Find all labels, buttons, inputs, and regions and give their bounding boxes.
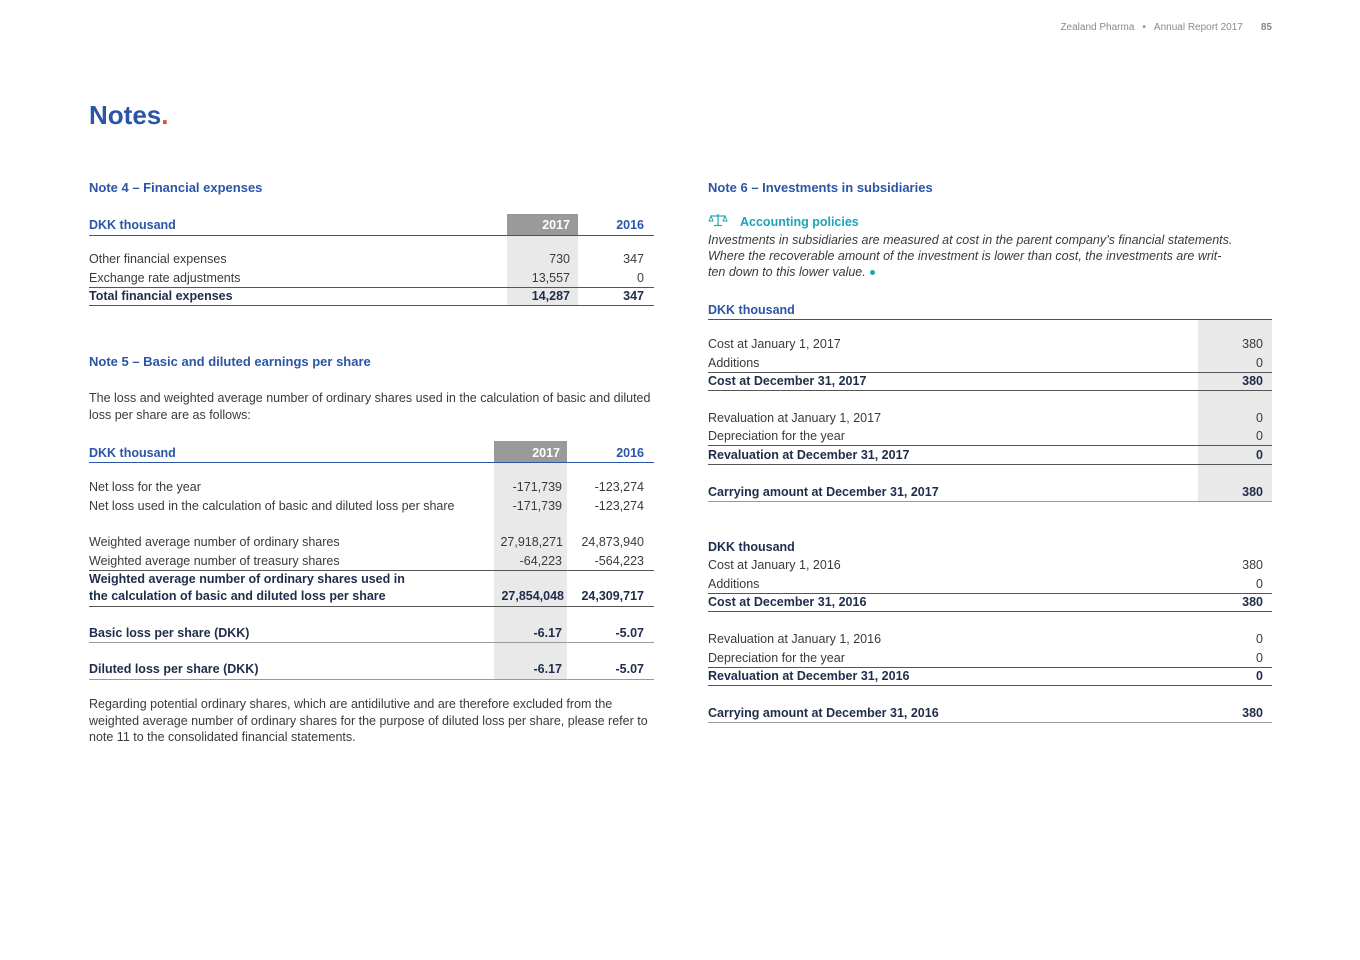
note5-header-rule [89, 462, 654, 463]
row-label: Additions [708, 356, 760, 370]
row-label: Revaluation at January 1, 2016 [708, 632, 882, 646]
row-value-2016: -564,223 [594, 554, 644, 568]
row-value: 0 [1256, 429, 1263, 443]
policy-line: Where the recoverable amount of the investment is lower than cost, the investments are writ- [708, 249, 1222, 263]
table-row [89, 287, 654, 305]
row-label: Revaluation at December 31, 2017 [708, 448, 910, 462]
table-row [708, 630, 1272, 648]
row-label: Weighted average number of ordinary shares [89, 535, 340, 549]
page-number: 85 [1260, 22, 1272, 33]
row-value: 0 [1256, 448, 1263, 462]
row-value-2016: -123,274 [594, 480, 644, 494]
table-row [89, 250, 654, 268]
row-label: Carrying amount at December 31, 2017 [708, 485, 939, 499]
row-label: Depreciation for the year [708, 429, 845, 443]
row-value-2016: -5.07 [615, 626, 644, 640]
rule [708, 464, 1272, 465]
row-value-2017: -6.17 [533, 662, 562, 676]
note4-header-rule [89, 235, 654, 236]
row-value-2017: 14,287 [531, 289, 570, 303]
row-label: Basic loss per share (DKK) [89, 626, 250, 640]
row-label: Depreciation for the year [708, 651, 845, 665]
row-label: Cost at January 1, 2016 [708, 558, 841, 572]
row-label: Net loss used in the calculation of basic and diluted loss per share [89, 499, 455, 513]
row-value-2016: 0 [637, 271, 644, 285]
note5-unit-label: DKK thousand [89, 446, 176, 460]
row-label: Other financial expenses [89, 252, 227, 266]
note4-col-2016: 2016 [616, 218, 644, 232]
page-title-accent: . [161, 100, 169, 130]
row-value-2017: -171,739 [512, 480, 562, 494]
table-row [89, 660, 654, 678]
row-value-2017: 27,918,271 [500, 535, 563, 549]
table-row [708, 335, 1272, 353]
policy-line-last [708, 264, 1273, 280]
row-label: Net loss for the year [89, 480, 201, 494]
rule [708, 611, 1272, 612]
table-row [708, 556, 1272, 574]
note4-table [89, 214, 654, 308]
row-label: Exchange rate adjustments [89, 271, 241, 285]
rule [708, 501, 1272, 502]
table-row [89, 269, 654, 287]
row-value: 380 [1242, 374, 1263, 388]
running-header [1060, 22, 1272, 33]
row-value-2016: 24,873,940 [581, 535, 644, 549]
row-value: 0 [1256, 577, 1263, 591]
note5-diluted-rule [89, 679, 654, 680]
note5-header-row [89, 444, 654, 462]
note5-basic-rule [89, 642, 654, 643]
row-label: Cost at January 1, 2017 [708, 337, 841, 351]
note6-2016-unit-label: DKK thousand [708, 540, 795, 554]
rule [708, 722, 1272, 723]
rule [708, 685, 1272, 686]
row-value: 0 [1256, 411, 1263, 425]
note6-table-2017 [708, 300, 1272, 505]
note6-2017-unit-label: DKK thousand [708, 303, 795, 317]
row-value-2017: -171,739 [512, 499, 562, 513]
note6-2016-header-row [708, 538, 1272, 556]
policy-line: Investments in subsidiaries are measured at cost in the parent company’s financial statements. [708, 233, 1233, 247]
row-value: 0 [1256, 356, 1263, 370]
company-name: Zealand Pharma [1060, 22, 1135, 33]
table-row [89, 587, 654, 605]
bullet-separator: • [1142, 22, 1146, 33]
row-label: Cost at December 31, 2016 [708, 595, 867, 609]
row-label: Cost at December 31, 2017 [708, 374, 867, 388]
table-row [708, 649, 1272, 667]
row-value-2016: 347 [623, 289, 644, 303]
row-label: Revaluation at January 1, 2017 [708, 411, 882, 425]
row-value-2017: 13,557 [531, 271, 570, 285]
row-label: Total financial expenses [89, 289, 233, 303]
note5-intro: The loss and weighted average number of ordinary shares used in the calculation of basic and diluted loss per share are as follows: [89, 391, 651, 422]
table-row [708, 575, 1272, 593]
row-label: Weighted average number of treasury shares [89, 554, 340, 568]
table-row [708, 427, 1272, 445]
note6-2017-header-rule [708, 319, 1272, 320]
note4-total-rule-bottom [89, 305, 654, 306]
note4-title: Note 4 – Financial expenses [89, 180, 263, 195]
row-value-2016: 24,309,717 [581, 589, 644, 603]
row-value: 380 [1242, 706, 1263, 720]
table-row [89, 552, 654, 570]
row-value-2017: -6.17 [533, 626, 562, 640]
table-row [708, 354, 1272, 372]
scales-icon [708, 213, 728, 227]
row-value-2017: 27,854,048 [501, 589, 564, 603]
row-label: Revaluation at December 31, 2016 [708, 669, 910, 683]
table-row [708, 372, 1272, 390]
row-value-2017: -64,223 [519, 554, 562, 568]
rule [708, 390, 1272, 391]
note6-title: Note 6 – Investments in subsidiaries [708, 180, 933, 195]
row-label: Carrying amount at December 31, 2016 [708, 706, 939, 720]
row-label: Additions [708, 577, 760, 591]
row-value: 380 [1242, 485, 1263, 499]
row-value: 0 [1256, 651, 1263, 665]
table-row [89, 624, 654, 642]
table-row [708, 704, 1272, 722]
note6-2017-header-row [708, 301, 1272, 319]
table-row [89, 478, 654, 496]
table-row [708, 483, 1272, 501]
row-value-2016: -5.07 [615, 662, 644, 676]
table-row [708, 446, 1272, 464]
table-row [89, 533, 654, 551]
note6-table-2016 [708, 538, 1272, 728]
page-title-text: Notes [89, 100, 162, 130]
row-label: Diluted loss per share (DKK) [89, 662, 259, 676]
table-row [708, 667, 1272, 685]
row-value-2017: 730 [549, 252, 570, 266]
table-row [89, 497, 654, 515]
row-value: 0 [1256, 632, 1263, 646]
row-value-2016: 347 [623, 252, 644, 266]
note4-col-2017: 2017 [542, 218, 570, 232]
row-label: Weighted average number of ordinary shares used in [89, 572, 405, 586]
row-value: 380 [1242, 595, 1263, 609]
row-value-2016: -123,274 [594, 499, 644, 513]
note4-unit-label: DKK thousand [89, 218, 176, 232]
accounting-policies-title: Accounting policies [740, 215, 859, 229]
note5-title: Note 5 – Basic and diluted earnings per share [89, 354, 371, 369]
report-name: Annual Report 2017 [1153, 22, 1243, 33]
row-label-continued: the calculation of basic and diluted loss per share [89, 589, 386, 603]
table-row [708, 593, 1272, 611]
accounting-policies-text [708, 232, 1273, 280]
row-value: 0 [1256, 669, 1263, 683]
table-row [89, 570, 654, 588]
end-dot-icon [870, 270, 875, 275]
policy-line: ten down to this lower value. [708, 265, 866, 279]
note5-table [89, 441, 654, 681]
page-title [89, 100, 168, 131]
note5-weighted-rule-bottom [89, 606, 654, 607]
note4-header-row [89, 216, 654, 234]
note5-footnote: Regarding potential ordinary shares, which are antidilutive and are therefore excluded from the weighted average number of ordinary shares for the purpose of diluted loss per share, please refer to note 11 to the consolidated financial statements. [89, 697, 648, 744]
row-value: 380 [1242, 558, 1263, 572]
note5-col-2016: 2016 [616, 446, 644, 460]
row-value: 380 [1242, 337, 1263, 351]
note5-col-2017: 2017 [532, 446, 560, 460]
table-row [708, 409, 1272, 427]
